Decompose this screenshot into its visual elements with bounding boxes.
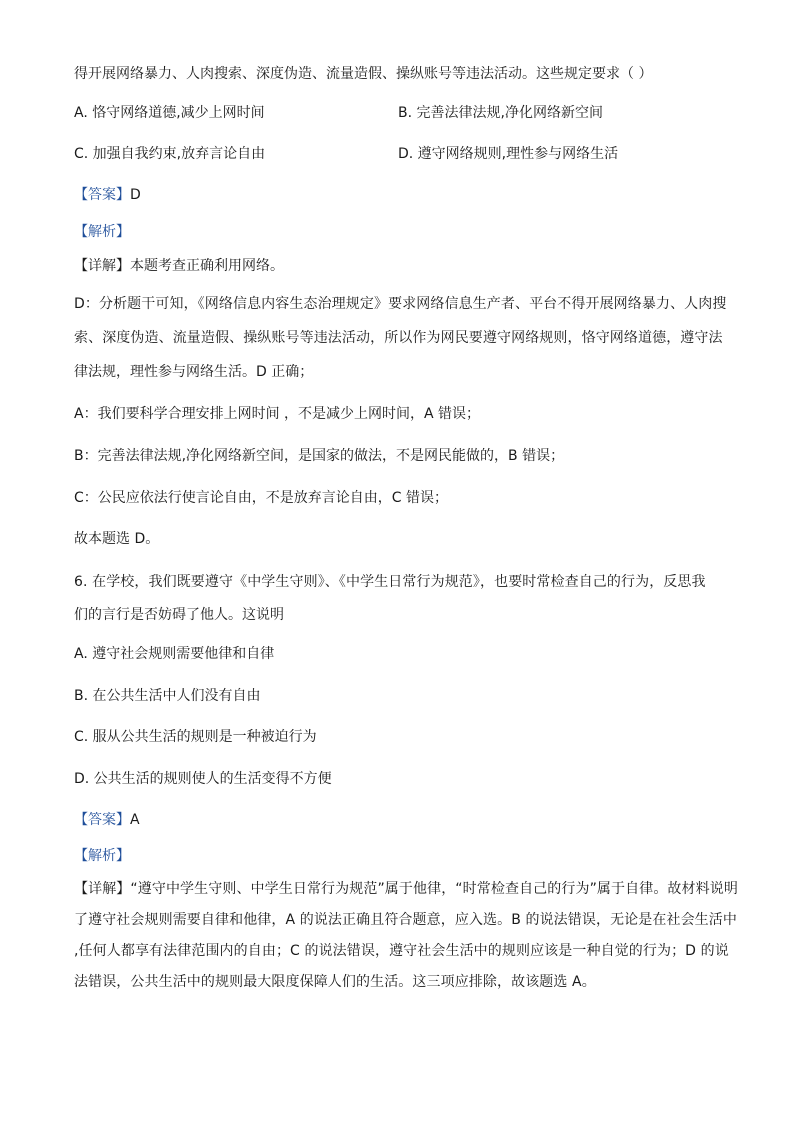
q6-detail-line-3: ,任何人都享有法律范围内的自由；C 的说法错误，遵守社会生活中的规则应该是一种自觉的行为；D 的说 (74, 943, 729, 959)
q5-analysis-label: 【解析】 (74, 224, 130, 240)
q5-analysis-line-3: 律法规，理性参与网络生活。D 正确； (74, 364, 314, 380)
q5-detail-label: 【详解】 (74, 258, 130, 274)
q6-stem-line-2: 们的言行是否妨碍了他人。这说明 (74, 607, 284, 623)
q5-analysis-line-2: 索、深度伪造、流量造假、操纵账号等违法活动，所以作为网民要遵守网络规则，恪守网络道德，遵守法 (74, 330, 723, 346)
q6-answer-value: A (130, 812, 140, 828)
q6-analysis-label: 【解析】 (74, 848, 130, 864)
q5-option-b: B. 完善法律法规,净化网络新空间 (398, 105, 603, 121)
q5-answer (74, 185, 141, 205)
q6-detail-line-2: 了遵守社会规则需要自律和他律，A 的说法正确且符合题意，应入选。B 的说法错误，无论是在社会生活中 (74, 912, 737, 928)
q5-detail (74, 256, 284, 276)
q6-option-a: A. 遵守社会规则需要他律和自律 (74, 646, 275, 662)
q6-answer-label: 【答案】 (74, 812, 130, 828)
q6-option-d: D. 公共生活的规则使人的生活变得不方便 (74, 771, 332, 787)
q6-stem-line-1: 6. 在学校，我们既要遵守《中学生守则》、《中学生日常行为规范》，也要时常检查自己的行为，反思我 (74, 574, 706, 590)
q5-option-c: C. 加强自我约束,放弃言论自由 (74, 146, 266, 162)
q5-option-d: D. 遵守网络规则,理性参与网络生活 (398, 146, 619, 162)
q5-detail-text: 本题考查正确利用网络。 (130, 258, 284, 274)
q6-option-b: B. 在公共生活中人们没有自由 (74, 688, 261, 704)
q6-detail-line-4: 法错误，公共生活中的规则最大限度保障人们的生活。这三项应排除，故该题选 A。 (74, 974, 596, 990)
q5-analysis-line-6: C：公民应依法行使言论自由，不是放弃言论自由，C 错误； (74, 490, 448, 506)
q6-option-c: C. 服从公共生活的规则是一种被迫行为 (74, 729, 317, 745)
q6-answer (74, 810, 140, 830)
q5-conclusion: 故本题选 D。 (74, 531, 160, 547)
q5-answer-value: D (130, 187, 141, 203)
q5-answer-label: 【答案】 (74, 187, 130, 203)
q5-analysis-line-5: B：完善法律法规,净化网络新空间，是国家的做法，不是网民能做的，B 错误； (74, 448, 565, 464)
q6-detail-label: 【详解】 (74, 881, 131, 897)
q5-analysis-line-4: A：我们要科学合理安排上网时间 ，不是减少上网时间，A 错误； (74, 406, 481, 422)
q6-detail-text-1: “遵守中学生守则、中学生日常行为规范”属于他律，“时常检查自己的行为”属于自律。故材料说明 (130, 881, 738, 897)
q5-option-a: A. 恪守网络道德,减少上网时间 (74, 105, 265, 121)
q5-stem-tail: 得开展网络暴力、人肉搜索、深度伪造、流量造假、操纵账号等违法活动。这些规定要求（ ） (74, 66, 653, 82)
q6-detail-line-1 (74, 879, 738, 899)
q5-analysis-line-1: D：分析题干可知，《网络信息内容生态治理规定》要求网络信息生产者、平台不得开展网络暴力、人肉搜 (74, 296, 727, 312)
